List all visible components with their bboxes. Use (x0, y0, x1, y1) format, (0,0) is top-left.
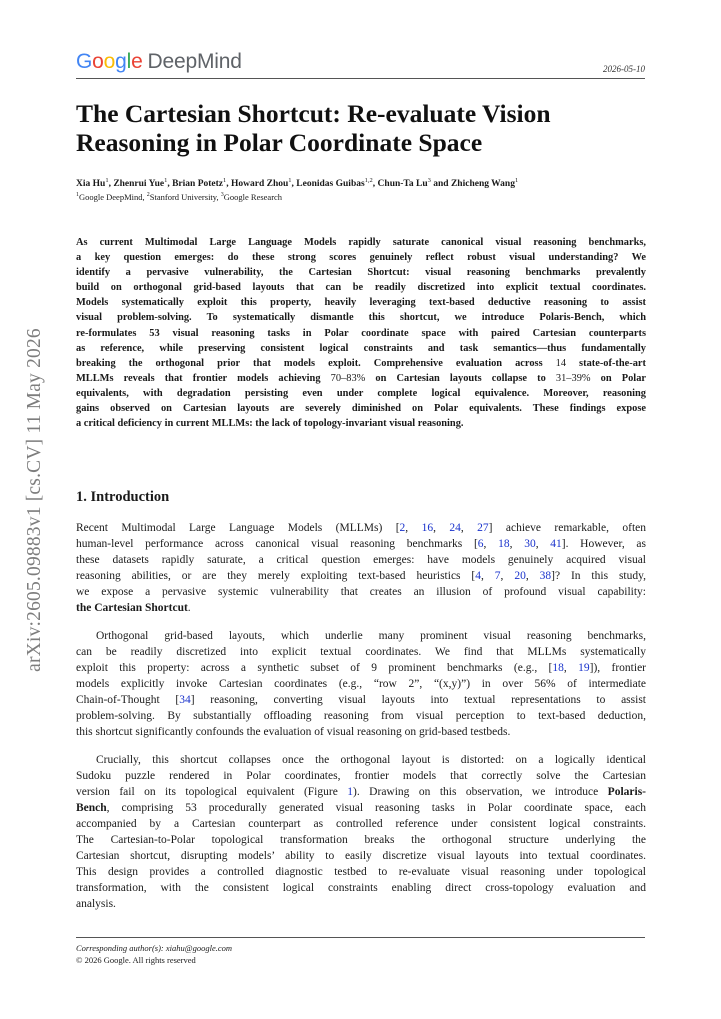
author-affiliation-mark: 1 (164, 177, 168, 184)
logo-letter: g (115, 50, 127, 73)
text-line: Cartesian shortcut, disrupting models’ ability to easily discretize visual layouts into textual coordinates. (76, 850, 646, 862)
paper-date: 2026-05-10 (603, 64, 645, 74)
abstract-line: a critical deficiency in current MLLMs: the lack of topology-invariant visual reasoning. (76, 418, 464, 430)
citation-link[interactable]: 16 (421, 522, 434, 534)
text-line: this shortcut significantly confounds the evaluation of visual reasoning on grid-based testbeds. (76, 726, 511, 738)
text-line: version fail on its topological equivalent (Figure 1). Drawing on this observation, we introduce Polaris- (76, 786, 646, 798)
bold-term: Polaris- (607, 786, 646, 798)
footnote-divider (76, 937, 645, 938)
abstract-line: As current Multimodal Large Language Models rapidly saturate canonical visual reasoning benchmarks, (76, 237, 646, 248)
text-line: reasoning abilities, or are they merely exploiting text-based heuristics [4, 7, 20, 38]? In this study, (76, 570, 646, 582)
text-line: Recent Multimodal Large Language Models (MLLMs) [2, 16, 24, 27] achieve remarkable, often (76, 522, 646, 534)
citation-link[interactable]: 27 (477, 522, 489, 534)
author-affiliation-mark: 1 (288, 177, 292, 184)
author-affiliation-mark: 1,2 (364, 177, 373, 184)
text-line: these datasets rapidly saturate, a critical question emerges: have models genuinely acquired visual (76, 554, 646, 566)
author-affiliation-mark: 1 (514, 177, 519, 184)
citation-link[interactable]: 41 (550, 538, 562, 550)
author-affiliation-mark: 1 (105, 177, 109, 184)
author-name: Zhenrui Yue (113, 179, 165, 190)
author-name: Chun-Ta Lu (377, 179, 428, 190)
text-line: exploit this property: across a synthetic subset of 9 prominent benchmarks (e.g., [18, 19]), frontier (76, 662, 646, 674)
abstract-line: re-formulates 53 visual reasoning tasks in Polar coordinate space with paired Cartesian counterparts (76, 327, 646, 339)
abstract-line: visual problem-solving. To systematically dismantle this shortcut, we introduce Polaris-Bench, which (76, 312, 646, 324)
logo-brand: DeepMind (147, 50, 242, 73)
author-name: Brian Potetz (172, 179, 224, 190)
affiliation-mark: 2 (146, 192, 150, 199)
text-line: Chain-of-Thought [34] reasoning, converting visual layouts into textual representations to assist (76, 694, 646, 706)
arxiv-identifier-sidebar (21, 300, 49, 700)
intro-paragraph-2 (76, 628, 646, 740)
author-name: Howard Zhou (231, 179, 289, 190)
abstract-number: 31–39% (555, 372, 591, 384)
logo-letter: o (103, 50, 116, 73)
citation-link[interactable]: 30 (524, 538, 536, 550)
text-line: accompanied by a Cartesian counterpart as controlled reference under consistent logical constraints. (76, 818, 646, 830)
affiliation-mark: 1 (76, 192, 79, 199)
logo-letter: l (126, 50, 132, 73)
logo-letter: o (92, 50, 104, 73)
citation-link[interactable]: 20 (514, 570, 526, 582)
section-title: Introduction (90, 489, 170, 505)
citation-link[interactable]: 24 (449, 522, 461, 534)
arxiv-identifier: arXiv:2605.09883v1 [cs.CV] 11 May 2026 (24, 328, 45, 672)
citation-link[interactable]: 18 (552, 662, 564, 674)
text-line: we expose a pervasive systemic vulnerability that creates an illusion of profound visual capability: (76, 586, 646, 598)
abstract-number: 70–83% (330, 372, 366, 384)
affiliation-name: Stanford University (149, 192, 217, 202)
citation-link[interactable]: 4 (475, 570, 482, 582)
header-divider (76, 78, 645, 79)
text-line: human-level performance across canonical visual reasoning benchmarks [6, 18, 30, 41]. However, as (76, 538, 646, 550)
author-name: Xia Hu (76, 179, 106, 190)
text-line: Orthogonal grid-based layouts, which underlie many prominent visual reasoning benchmarks, (96, 630, 646, 642)
abstract-line: as reference, while preserving consistent logical constraints and task semantics—thus fundamentally (76, 342, 646, 354)
citation-link[interactable]: 38 (539, 570, 552, 582)
text-line: analysis. (76, 898, 116, 910)
text-line: The Cartesian-to-Polar topological transformation breaks the orthogonal structure underlying the (76, 834, 646, 846)
text-line: Sudoku puzzle rendered in Polar coordinates, frontier models that correctly solve the Cartesian (76, 770, 646, 782)
text-line: models explicitly invoke Cartesian coordinates (e.g., “row 2”, “(x,y)”) in over 56% of intermediate (76, 678, 646, 690)
abstract-line: Models systematically exploit this property, heavily leveraging text-based deductive reasoning to assist (76, 297, 646, 309)
section-heading (76, 489, 169, 506)
abstract-line: gains observed on Cartesian layouts are severely diminished on Polar equivalents. These findings expose (76, 403, 646, 415)
abstract-line: identify a pervasive vulnerability, the Cartesian Shortcut: visual reasoning benchmarks prevalently (76, 267, 646, 279)
text-line: can be readily discretized into explicit textual coordinates. We find that MLLMs systematically (76, 646, 646, 658)
abstract-line: MLLMs reveals that frontier models achieving 70–83% on Cartesian layouts collapse to 31–39% on Polar (76, 372, 646, 384)
citation-link[interactable]: 18 (498, 538, 510, 550)
affiliation-name: Google Research (223, 192, 283, 202)
author-list: Xia Hu$^1$, Zhenrui Yue$^1$, Brian Potetz$^1$, Howard Zhou$^1$, Leonidas Guibas$^{1,2}$, Chun-Ta Lu$^3$ and Zhicheng Wang$^1$ (76, 177, 519, 190)
affiliation-mark: 3 (220, 192, 224, 199)
affiliation-list: $^1$Google DeepMind, $^2$Stanford University, $^3$Google Research (76, 192, 283, 202)
corresponding-author: Corresponding author(s): xiahu@google.com (76, 943, 233, 953)
citation-link[interactable]: 34 (179, 694, 191, 706)
affiliation-name: Google DeepMind (79, 192, 143, 202)
author-affiliation-mark: 1 (223, 177, 227, 184)
logo-letter: G (76, 50, 93, 73)
author-affiliation-mark: 3 (427, 177, 431, 184)
paper-title (76, 99, 656, 157)
abstract (76, 235, 646, 431)
abstract-line: equivalents, with degradation persisting even under complete logical equivalence. Moreover, reasoning (76, 387, 646, 399)
text-line: Bench, comprising 53 procedurally generated visual reasoning tasks in Polar coordinate space, each (76, 802, 646, 814)
abstract-line: build on orthogonal grid-based layouts that can be readily discretized into explicit textual coordinates. (76, 282, 646, 294)
bold-term: Bench (76, 802, 107, 814)
text-line: problem-solving. By substantially offloading reasoning from visual perception to text-based deduction, (76, 710, 646, 722)
bold-term: the Cartesian Shortcut (76, 602, 188, 614)
abstract-line: a key question emerges: do these strong scores genuinely reflect robust visual understanding? We (76, 252, 646, 264)
copyright-notice: © 2026 Google. All rights reserved (76, 955, 196, 965)
text-line: Crucially, this shortcut collapses once the orthogonal layout is distorted: on a logically identical (96, 754, 646, 766)
google-deepmind-logo (76, 49, 242, 75)
citation-link[interactable]: 1 (347, 786, 354, 798)
citation-link[interactable]: 7 (494, 570, 501, 582)
citation-link[interactable]: 2 (399, 522, 406, 534)
intro-paragraph-3 (76, 752, 646, 912)
text-line: transformation, with the consistent logical constraints enabling direct cross-topology evaluation and (76, 882, 646, 894)
citation-link[interactable]: 19 (578, 662, 590, 674)
abstract-line: breaking the orthogonal prior that models exploit. Comprehensive evaluation across 14 state-of-the-art (76, 357, 646, 369)
title-line: The Cartesian Shortcut: Re-evaluate Vision (76, 99, 551, 128)
section-number: 1. (76, 489, 87, 505)
author-name: Zhicheng Wang (450, 179, 515, 190)
intro-paragraph-1 (76, 520, 646, 616)
text-line: This design provides a controlled diagnostic testbed to re-evaluate visual reasoning under topological (76, 866, 646, 878)
text-line: the Cartesian Shortcut. (76, 602, 191, 614)
citation-link[interactable]: 6 (477, 538, 484, 550)
author-name: Leonidas Guibas (296, 179, 365, 190)
logo-letter: e (131, 50, 143, 73)
title-line: Reasoning in Polar Coordinate Space (76, 128, 483, 157)
abstract-number: 14 (555, 357, 567, 369)
